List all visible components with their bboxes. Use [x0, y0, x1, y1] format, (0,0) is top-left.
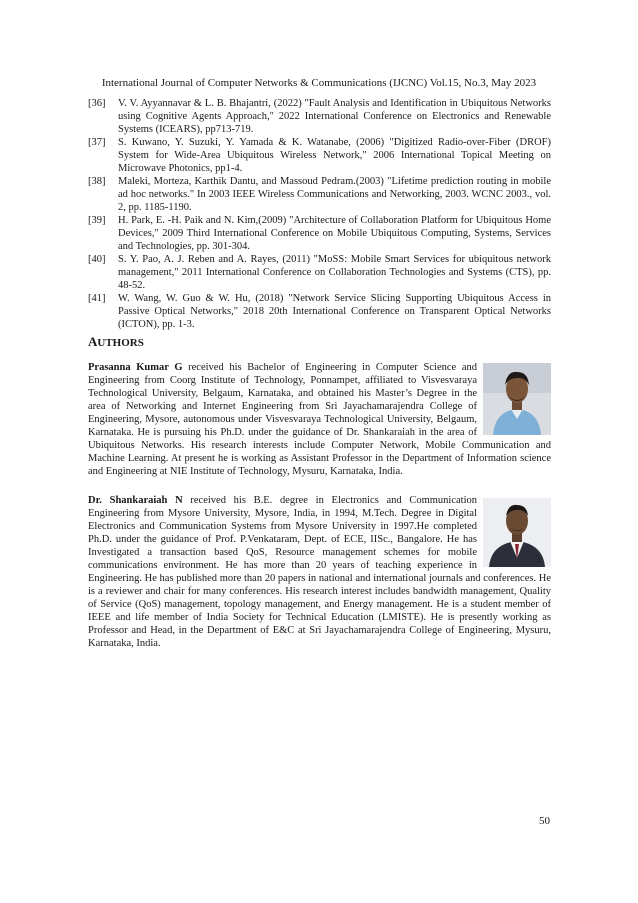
- reference-number: [41]: [88, 293, 106, 304]
- reference-number: [38]: [88, 176, 106, 187]
- reference-item: [88, 97, 551, 136]
- reference-text: V. V. Ayyannavar & L. B. Bhajantri, (2022) "Fault Analysis and Identification in Ubiquitous Networks using Cognitive Agents Approach," 2022 International Conference on Electronics and Renewable Systems (ICEARS), pp713-719.: [118, 98, 551, 135]
- author-bio: [88, 494, 551, 650]
- reference-text: H. Park, E. -H. Paik and N. Kim,(2009) "Architecture of Collaboration Platform for Ubiquitous Home Devices," 2009 Third International Conference on Mobile Ubiquitous Computing, Systems, Services and Technologies, pp. 301-304.: [118, 215, 551, 252]
- reference-item: [88, 175, 551, 214]
- page-number: 50: [539, 815, 550, 827]
- author-photo: [483, 363, 551, 435]
- reference-item: [88, 136, 551, 175]
- authors-heading-initial: A: [88, 334, 98, 349]
- author-name: Dr. Shankaraiah N: [88, 495, 183, 506]
- reference-item: [88, 292, 551, 331]
- reference-item: [88, 214, 551, 253]
- reference-text: W. Wang, W. Guo & W. Hu, (2018) "Network Service Slicing Supporting Ubiquitous Access in Passive Optical Networks," 2018 20th International Conference on Transparent Optical Networks (ICTON), pp. 1-3.: [118, 293, 551, 330]
- journal-header: International Journal of Computer Networks & Communications (IJCNC) Vol.15, No.3, May 2023: [101, 77, 537, 89]
- author-photo: [483, 498, 551, 567]
- author-bio-text: received his Bachelor of Engineering in Computer Science and Engineering from Coorg Institute of Technology, Ponnampet, affiliated to Visvesvaraya Technological University, Belgaum, Karnataka, and obtained his Master’s Degree in the area of Networking and Internet Engineering from Sri Jayachamarajendra College of Engineering, Mysore, autonomous under Visvesvaraya Technological University, Belgaum, Karnataka. He is pursuing his Ph.D. under the guidance of Dr. Shankaraiah in the area of Ubiquitous Networks. His research interests include Computer Network, Mobile Communication and Machine Learning. At present he is working as Assistant Professor in the Department of Information science and Engineering at NIE Institute of Technology, Mysuru, Karnataka, India.: [88, 362, 551, 477]
- author-bio-text: received his B.E. degree in Electronics and Communication Engineering from Mysore University, Mysore, India, in 1994, M.Tech. Degree in Digital Electronics and Communication Systems from Mysore University in 1997.He completed Ph.D. under the guidance of Prof. P.Venkataram, Dept. of ECE, IISc., Bangalore. He has Investigated a transaction based QoS, Resource management schemes for mobile communications environment. He has more than 20 years of teaching experience in Engineering. He has published more than 20 papers in national and international journals and conferences. He is a reviewer and chair for many conferences. His research interest includes bandwidth management, Quality of Service (QoS) management, topology management, and Energy management. He is a student member of IEEE and life member of India Society for Technical Education (LMISTE). He is presently working as Professor and Head, in the Department of E&C at Sri Jayachamarajendra College of Engineering, Mysuru, Karnataka, India.: [88, 495, 551, 649]
- reference-number: [37]: [88, 137, 106, 148]
- authors-heading: [88, 334, 144, 350]
- reference-number: [39]: [88, 215, 106, 226]
- reference-text: S. Kuwano, Y. Suzuki, Y. Yamada & K. Watanabe, (2006) "Digitized Radio-over-Fiber (DROF) System for Wide-Area Ubiquitous Wireless Network," 2006 International Topical Meeting on Microwave Photonics, pp1-4.: [118, 137, 551, 174]
- reference-number: [40]: [88, 254, 106, 265]
- author-bio: [88, 361, 551, 478]
- reference-number: [36]: [88, 98, 106, 109]
- reference-text: Maleki, Morteza, Karthik Dantu, and Massoud Pedram.(2003) "Lifetime prediction routing in mobile ad hoc networks." In 2003 IEEE Wireless Communications and Networking, 2003. WCNC 2003., vol. 2, pp. 1185-1190.: [118, 176, 551, 213]
- reference-item: [88, 253, 551, 292]
- author-name: Prasanna Kumar G: [88, 362, 183, 373]
- authors-heading-rest: UTHORS: [97, 337, 144, 349]
- reference-text: S. Y. Pao, A. J. Reben and A. Rayes, (2011) "MoSS: Mobile Smart Services for ubiquitous network management," 2011 International Conference on Collaboration Technologies and Systems (CTS), pp. 48-52.: [118, 254, 551, 291]
- reference-list: [88, 97, 551, 331]
